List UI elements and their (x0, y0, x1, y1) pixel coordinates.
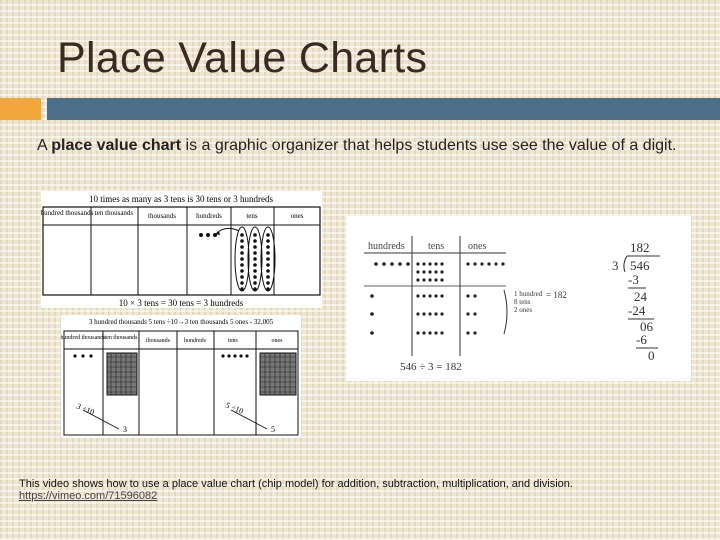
figure-1-caption-bottom: 10 × 3 tens = 30 tens = 3 hundreds (118, 298, 244, 308)
long-division-step-4: 06 (640, 319, 653, 334)
figure-division-chart (61, 315, 301, 438)
intro-prefix: A (37, 137, 52, 154)
figure-3-summary-result: = 182 (546, 290, 567, 300)
figure-2-note-left: 3 ÷10 (75, 401, 96, 417)
figure-3-header-ones: ones (468, 241, 487, 252)
intro-paragraph (37, 135, 697, 156)
figure-2-note-right-result: 5 (271, 425, 275, 434)
figure-3-summary-ones: 2 ones (514, 306, 533, 314)
intro-term: place value chart (51, 137, 182, 154)
hundreds-chips (199, 233, 217, 237)
figure-3-hundreds-chips (370, 262, 410, 335)
long-division (612, 240, 660, 363)
figure-2-header-hundred-thousands: hundred thousands (61, 335, 106, 341)
figure-2-svg (61, 315, 301, 438)
figure-3-header-tens: tens (428, 241, 445, 252)
figure-1-header-thousands: thousands (148, 212, 176, 220)
ten-thousands-chip-cluster (107, 353, 137, 395)
figure-2-header-ten-thousands: ten thousands (104, 335, 138, 341)
figure-1-header-hundreds: hundreds (196, 212, 222, 220)
figure-multiplication-chart (41, 191, 322, 308)
accent-bar (0, 98, 720, 120)
figure-2-note-right: 5 ÷10 (224, 400, 245, 416)
figure-3-header-hundreds: hundreds (368, 241, 405, 252)
figure-1-svg (41, 191, 322, 308)
tens-chips (240, 233, 270, 291)
figure-2-header-ones: ones (271, 338, 283, 344)
figure-long-division-chart (346, 216, 691, 381)
hundred-thousands-chips (73, 354, 92, 357)
figure-1-header-ones: ones (290, 212, 304, 220)
figure-3-summary-tens: 8 tens (514, 298, 531, 306)
tens-chips-fig2 (221, 354, 248, 357)
long-division-step-6: 0 (648, 348, 655, 363)
long-division-step-2: 24 (634, 289, 647, 304)
long-division-divisor: 3 (612, 258, 619, 273)
intro-suffix: is a graphic organizer that helps students use see the value of a digit. (181, 137, 677, 154)
figure-2-header-hundreds: hundreds (184, 338, 206, 344)
figure-3-equation: 546 ÷ 3 = 182 (400, 361, 462, 373)
figure-2-header-thousands: thousands (146, 338, 170, 344)
accent-blue-band (47, 98, 720, 120)
figure-3-ones-chips (466, 262, 504, 334)
figure-1-header-ten-thousands: ten thousands (94, 209, 134, 217)
slide-title: Place Value Charts (57, 34, 428, 82)
figure-1-header-tens: tens (246, 212, 258, 220)
accent-orange-block (0, 98, 41, 120)
video-link[interactable]: https://vimeo.com/71596082 (19, 490, 158, 502)
long-division-step-3: -24 (628, 303, 646, 318)
figure-2-header-tens: tens (228, 338, 238, 344)
ones-chip-cluster (260, 353, 296, 395)
figure-1-header-hundred-thousands: hundred thousands (41, 209, 94, 217)
long-division-step-5: -6 (636, 332, 647, 347)
footer-text: This video shows how to use a place value chart (chip model) for addition, subtraction, multiplication, and division. (19, 478, 573, 490)
long-division-dividend: 546 (630, 258, 650, 273)
long-division-step-1: -3 (628, 272, 639, 287)
figure-2-caption-top: 3 hundred thousands 5 tens ÷10→3 ten thousands 5 ones - 32,005 (88, 318, 274, 326)
figure-3-summary-hundreds: 1 hundred (514, 290, 543, 298)
long-division-quotient: 182 (630, 240, 650, 255)
figure-3-tens-chips (416, 262, 443, 334)
figure-1-caption-top: 10 times as many as 3 tens is 30 tens or 3 hundreds (89, 194, 273, 204)
figure-2-note-left-result: 3 (123, 425, 127, 434)
figure-3-svg (346, 216, 691, 381)
